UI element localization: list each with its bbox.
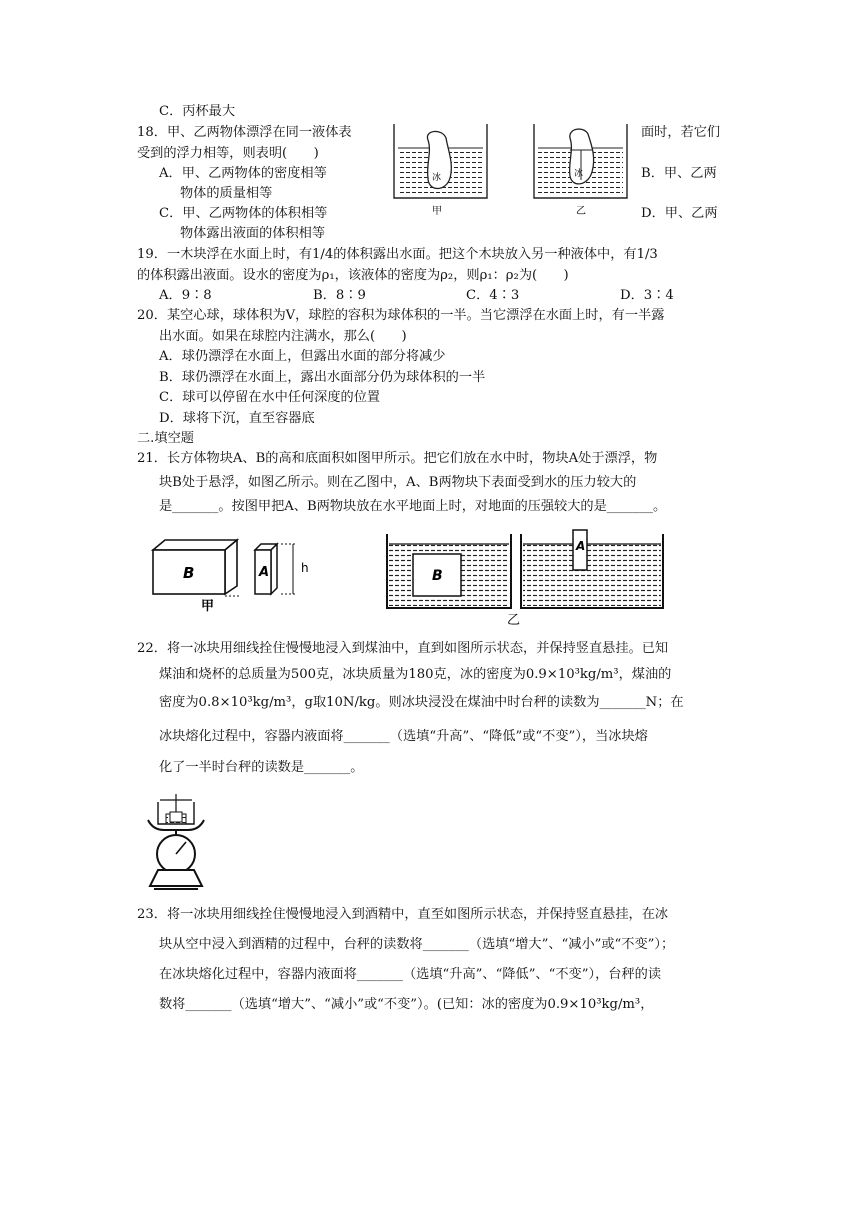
q18-stem-left: 18．甲、乙两物体漂浮在同一液体表 [137, 125, 352, 140]
fig-label-yi: 乙 [576, 206, 586, 217]
q18-option-d-start: D．甲、乙两 [641, 206, 718, 221]
q18-option-a: A．甲、乙两物体的密度相等 [159, 166, 327, 181]
q22-line4: 冰块熔化过程中，容器内液面将_______（选填“升高”、“降低”或“不变”），当冰块熔 [159, 729, 648, 744]
q21-figure-jia [145, 532, 325, 612]
q19-option-a: A．9∶8 [159, 288, 212, 303]
q23-line1: 23．将一冰块用细线拴住慢慢地浸入到酒精中，直至如图所示状态，并保持竖直悬挂，在冰 [137, 907, 669, 922]
q20-option-a: A．球仍漂浮在水面上，但露出水面的部分将减少 [159, 349, 446, 364]
q19-option-d: D．3∶4 [620, 288, 674, 303]
fig-label-jia: 甲 [432, 206, 442, 217]
label-yi: 乙 [507, 613, 521, 628]
beaker-jia [394, 124, 487, 198]
q18-stem-right: 面时，若它们 [641, 125, 721, 140]
label-h: h [301, 561, 309, 575]
label-jia: 甲 [201, 599, 215, 612]
beaker-yi [534, 124, 627, 198]
q20-option-c: C．球可以停留在水中任何深度的位置 [159, 390, 381, 405]
label-a-floating: A [576, 539, 586, 553]
ice-label-yi: 冰 [574, 169, 584, 179]
q22-line5: 化了一半时台秤的读数是_______。 [159, 760, 364, 775]
q20-option-b: B．球仍漂浮在水面上，露出水面部分仍为球体积的一半 [159, 370, 486, 385]
q20-line2: 出水面。如果在球腔内注满水，那么( ) [159, 329, 407, 344]
q18-option-d-end: 物体露出液面的体积相等 [180, 226, 326, 241]
q18-figure [388, 120, 638, 220]
q18-stem-line2: 受到的浮力相等，则表明( ) [137, 146, 319, 161]
block-a [255, 544, 277, 594]
q23-line2: 块从空中浸入到酒精的过程中，台秤的读数将_______（选填“增大”、“减小”或“不变”）； [159, 937, 675, 952]
label-b: B [183, 564, 195, 582]
label-b-submerged: B [432, 568, 443, 584]
ice-label-jia: 冰 [432, 173, 442, 183]
q19-line1: 19．一木块浮在水面上时，有1/4的体积露出水面。把这个木块放入另一种液体中，有1/3 [137, 247, 658, 262]
q21-line2: 块B处于悬浮，如图乙所示。则在乙图中，A、B两物块下表面受到水的压力较大的 [159, 475, 637, 490]
section-title: 二.填空题 [137, 431, 194, 446]
tank-right [521, 530, 663, 608]
q20-option-d: D．球将下沉，直至容器底 [159, 411, 315, 426]
q18-option-c: C．甲、乙两物体的体积相等 [159, 206, 328, 221]
q23-line4: 数将_______（选填“增大”、“减小”或“不变”）。(已知：冰的密度为0.9×10³kg/m³， [159, 997, 654, 1012]
q19-option-c: C．4∶3 [466, 288, 520, 303]
label-a: A [259, 565, 270, 580]
q21-line3: 是_______。按图甲把A、B两物块放在水平地面上时，对地面的压强较大的是_______。 [159, 499, 667, 514]
q19-line2: 的体积露出液面。设水的密度为ρ₁，该液体的密度为ρ₂，则ρ₁：ρ₂为( ) [137, 268, 569, 283]
q22-line2: 煤油和烧杯的总质量为500克，冰块质量为180克，冰的密度为0.9×10³kg/m³，煤油的 [159, 667, 672, 682]
q21-figure-yi [383, 528, 673, 628]
q21-line1: 21．长方体物块A、B的高和底面积如图甲所示。把它们放在水中时，物块A处于漂浮，物 [137, 451, 658, 466]
q22-line1: 22．将一冰块用细线拴住慢慢地浸入到煤油中，直到如图所示状态，并保持竖直悬挂。已知 [137, 641, 669, 656]
q22-scale-figure [140, 790, 220, 894]
q17-option-c: C．丙杯最大 [159, 104, 236, 119]
q20-line1: 20．某空心球，球体积为V，球腔的容积为球体积的一半。当它漂浮在水面上时，有一半露 [137, 308, 665, 323]
q18-option-b-start: B．甲、乙两 [641, 166, 717, 181]
block-b [153, 540, 237, 594]
tank-left [387, 534, 511, 608]
q22-line3: 密度为0.8×10³kg/m³，g取10N/kg。则冰块浸没在煤油中时台秤的读数为_______N；在 [159, 695, 684, 710]
q19-option-b: B．8∶9 [313, 288, 366, 303]
q18-option-b-end: 物体的质量相等 [180, 186, 273, 201]
q23-line3: 在冰块熔化过程中，容器内液面将_______（选填“升高”、“降低”、“不变”），台秤的读 [159, 967, 662, 982]
